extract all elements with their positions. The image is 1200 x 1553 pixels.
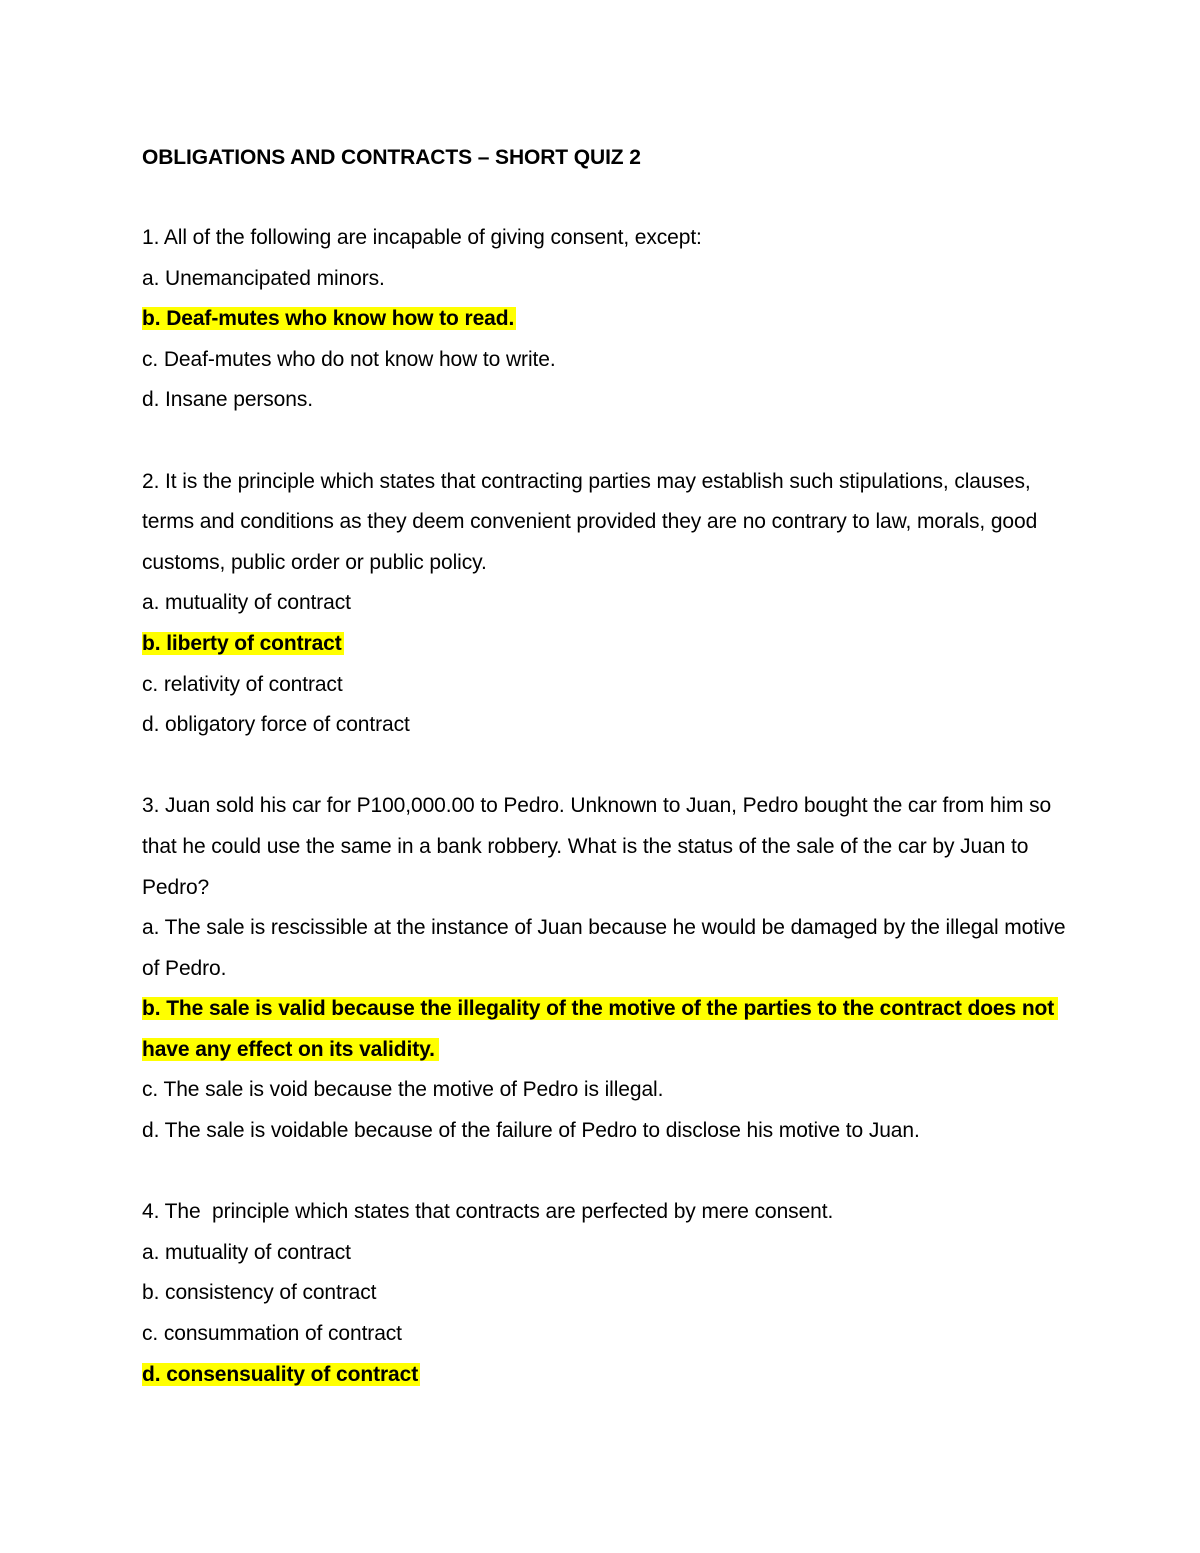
option-b-correct xyxy=(142,989,1082,1070)
option-b: b. consistency of contract xyxy=(142,1281,377,1305)
page-title: OBLIGATIONS AND CONTRACTS – SHORT QUIZ 2 xyxy=(142,146,641,169)
option-d: d. The sale is voidable because of the failure of Pedro to disclose his motive to Juan. xyxy=(142,1119,920,1143)
option-a: a. mutuality of contract xyxy=(142,591,351,615)
highlighted-answer: d. consensuality of contract xyxy=(142,1362,419,1386)
option-c: c. consummation of contract xyxy=(142,1322,402,1346)
option-b-correct xyxy=(142,624,1082,665)
question-text: 4. The principle which states that contracts are perfected by mere consent. xyxy=(142,1200,834,1224)
option-c: c. Deaf-mutes who do not know how to write. xyxy=(142,347,556,371)
question-4 xyxy=(142,1192,1082,1395)
question-2 xyxy=(142,462,1082,746)
question-text: 3. Juan sold his car for P100,000.00 to Pedro. Unknown to Juan, Pedro bought the car from him so that he could use the same in a bank robbery. What is the status of the sale of the car by Juan to Pedro? xyxy=(142,794,1052,899)
option-d-correct xyxy=(142,1355,1082,1396)
option-a: a. Unemancipated minors. xyxy=(142,266,385,290)
question-text: 2. It is the principle which states that contracting parties may establish such stipulations, clauses, terms and conditions as they deem convenient provided they are no contrary to law, morals, good customs, public order or public policy. xyxy=(142,469,1038,574)
spacer xyxy=(142,178,1082,218)
document-page xyxy=(142,138,1082,1395)
spacer xyxy=(142,746,1082,787)
option-d: d. obligatory force of contract xyxy=(142,713,410,737)
spacer xyxy=(142,1152,1082,1193)
highlighted-answer: b. Deaf-mutes who know how to read. xyxy=(142,307,515,331)
option-c: c. The sale is void because the motive of Pedro is illegal. xyxy=(142,1078,664,1102)
spacer xyxy=(142,421,1082,462)
question-1 xyxy=(142,218,1082,421)
highlighted-answer: b. liberty of contract xyxy=(142,631,342,655)
option-d: d. Insane persons. xyxy=(142,388,313,412)
option-a: a. The sale is rescissible at the instance of Juan because he would be damaged by the illegal motive of Pedro. xyxy=(142,916,1066,980)
option-b-correct xyxy=(142,299,1082,340)
question-text: 1. All of the following are incapable of giving consent, except: xyxy=(142,226,702,249)
question-3 xyxy=(142,786,1082,1151)
option-a: a. mutuality of contract xyxy=(142,1240,351,1264)
highlighted-answer: b. The sale is valid because the illegality of the motive of the parties to the contract does not have any effect on its validity. xyxy=(142,997,1058,1061)
option-c: c. relativity of contract xyxy=(142,672,343,696)
